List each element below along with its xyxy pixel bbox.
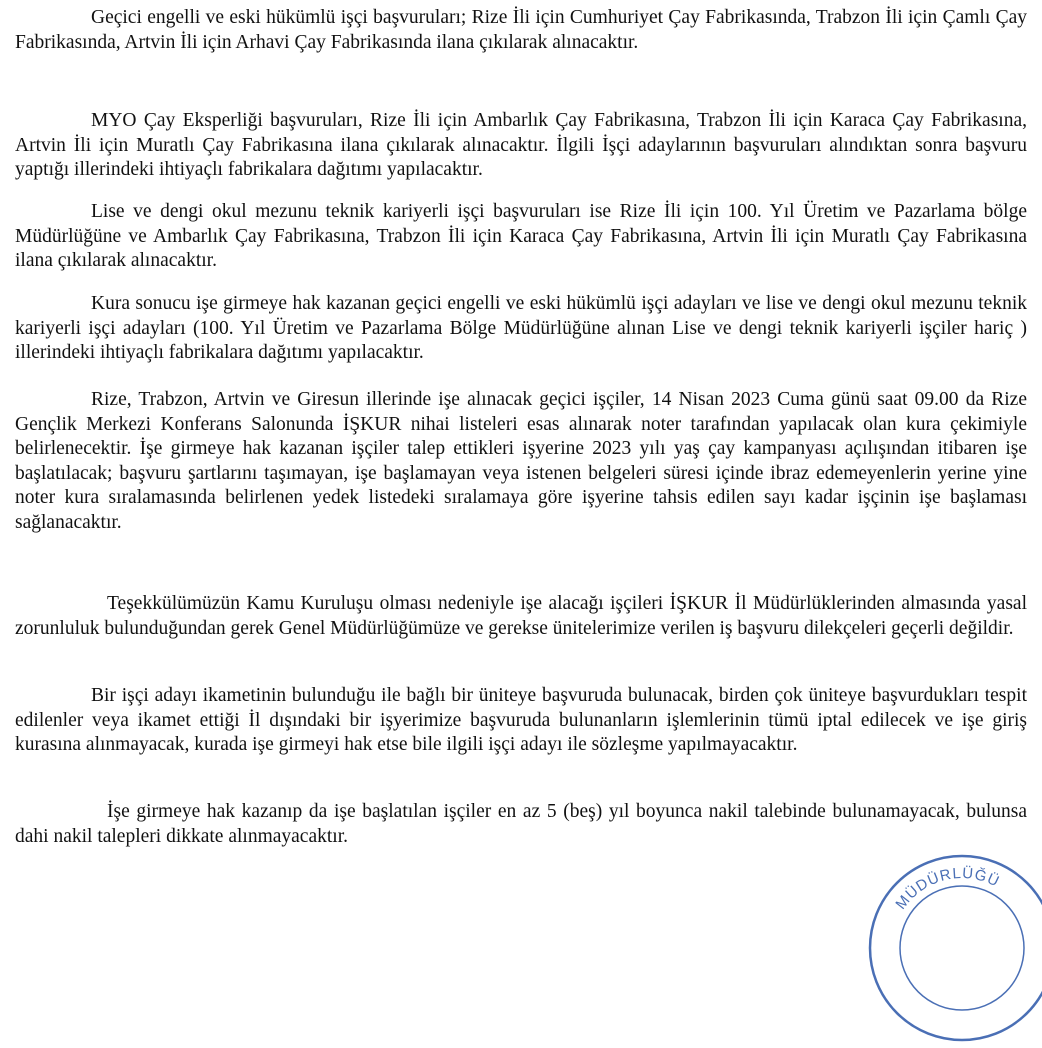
paragraph-iskur-requirement: Teşekkülümüzün Kamu Kuruluşu olması nedeniyle işe alacağı işçileri İŞKUR İl Müdürlüklerinden almasında yasal zorunluluk bulunduğundan gerek Genel Müdürlüğümüze ve gerekse ünitelerimize verilen iş başvuru dilekçeleri geçerli değildir. [15,593,1027,639]
paragraph-single-unit-application-rule: Bir işçi adayı ikametinin bulunduğu ile bağlı bir üniteye başvuruda bulunacak, birden çok üniteye başvurdukları tespit edilenler veya ikamet ettiği İl dışındaki bir işyerimize başvuruda bulunanların işlemlerinin tümü iptal edilecek ve işe giriş kurasına alınmayacak, kurada işe girmeyi hak etse bile ilgili işçi adayı ile sözleşme yapılmayacaktır. [15,685,1027,755]
paragraph-transfer-restriction: İşe girmeye hak kazanıp da işe başlatılan işçiler en az 5 (beş) yıl boyunca nakil talebinde bulunamayacak, bulunsa dahi nakil talepleri dikkate alınmayacaktır. [15,801,1027,847]
paragraph-technical-career-applications: Lise ve dengi okul mezunu teknik kariyerli işçi başvuruları ise Rize İli için 100. Yıl Üretim ve Pazarlama bölge Müdürlüğüne ve Ambarlık Çay Fabrikasına, Trabzon İli için Karaca Çay Fabrikasına, Artvin İli için Muratlı Çay Fabrikasına ilana çıkılarak alınacaktır. [15,201,1027,271]
official-stamp [862,848,1042,1048]
paragraph-lottery-date-and-procedure: Rize, Trabzon, Artvin ve Giresun illerinde işe alınacak geçici işçiler, 14 Nisan 2023 Cuma günü saat 09.00 da Rize Gençlik Merkezi Konferans Salonunda İŞKUR nihai listeleri esas alınarak noter tarafından yapılacak olan kura çekimiyle belirlenecektir. İşe girmeye hak kazanan işçiler talep ettikleri işyerine 2023 yılı yaş çay kampanyası açılışından itibaren işe başlatılacak; başvuru şartlarını taşımayan, işe başlamayan veya istenen belgeleri süresi içinde ibraz edemeyenlerin yerine yine noter kura sıralamasında belirlenen yedek listedeki sıralamaya göre işyerine tahsis edilen sayı kadar işçinin işe başlaması sağlanacaktır. [15,389,1027,533]
stamp-text: MÜDÜRLÜĞÜ [892,864,1003,913]
paragraph-lottery-result-distribution: Kura sonucu işe girmeye hak kazanan geçici engelli ve eski hükümlü işçi adayları ve lise ve dengi okul mezunu teknik kariyerli işçi adayları (100. Yıl Üretim ve Pazarlama Bölge Müdürlüğüne alınan Lise ve dengi teknik kariyerli işçiler hariç ) illerindeki ihtiyaçlı fabrikalara dağıtımı yapılacaktır. [15,293,1027,363]
paragraph-temporary-disabled-applications: Geçici engelli ve eski hükümlü işçi başvuruları; Rize İli için Cumhuriyet Çay Fabrikasında, Trabzon İli için Çamlı Çay Fabrikasında, Artvin İli için Arhavi Çay Fabrikasında ilana çıkılarak alınacaktır. [15,7,1027,53]
paragraph-myo-tea-expert-applications: MYO Çay Eksperliği başvuruları, Rize İli için Ambarlık Çay Fabrikasına, Trabzon İli için Karaca Çay Fabrikasına, Artvin İli için Muratlı Çay Fabrikasına ilana çıkılarak alınacaktır. İlgili İşçi adaylarının başvuruları alındıktan sonra başvuru yaptığı illerindeki ihtiyaçlı fabrikalara dağıtımı yapılacaktır. [15,110,1027,180]
